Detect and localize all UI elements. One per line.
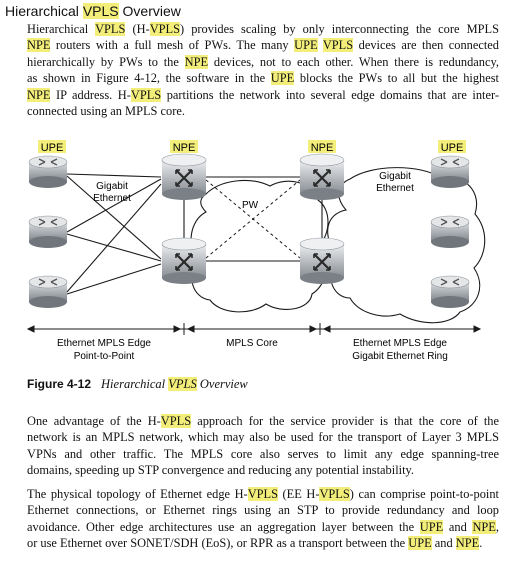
gigabit-label-right-2: Ethernet (376, 183, 414, 194)
domain-brackets (28, 323, 480, 335)
upe-label-left: UPE (40, 142, 64, 154)
npe-switch-left-top (162, 154, 206, 200)
npe-switch-right-top (300, 154, 344, 200)
upe-router-left-3 (29, 276, 67, 308)
section-title: Hierarchical VPLS Overview (5, 3, 181, 19)
upe-label-right: UPE (440, 142, 464, 154)
npe-label-right: NPE (310, 142, 334, 154)
upe-router-right-2 (431, 216, 469, 248)
domain-right-1: Ethernet MPLS Edge (353, 338, 447, 349)
advantage-paragraph: One advantage of the H-VPLS approach for the service provider is that the core of the network is an MPLS network, which may also be used for the transport of Layer 3 MPLS VPNs and other traffic. The MPLS core also serves to limit any edge spanning-tree domains, speeding up STP convergence and reducing any potential instability. (27, 414, 499, 478)
upe-router-left-1 (29, 156, 67, 188)
domain-core: MPLS Core (226, 338, 278, 349)
figure-caption: Figure 4-12 Hierarchical VPLS Overview (27, 377, 248, 391)
upe-router-left-2 (29, 216, 67, 248)
top-labels (38, 140, 466, 154)
npe-label-left: NPE (172, 142, 196, 154)
intro-paragraph: Hierarchical VPLS (H-VPLS) provides scaling by only interconnecting the core MPLS NPE routers with a full mesh of PWs. The many UPE VPLS devices are then connected hierarchically by PWs to the NPE devices, not to each other. When there is redundancy, as shown in Figure 4-12, the software in the UPE blocks the PWs to all but the highest NPE IP address. H-VPLS partitions the network into several edge domains that are inter- connected using an MPLS core. (27, 22, 499, 119)
gigabit-label-left-1: Gigabit (96, 181, 128, 192)
domain-right-2: Gigabit Ethernet Ring (352, 351, 448, 362)
upe-router-right-1 (431, 156, 469, 188)
npe-switch-left-bottom (162, 238, 206, 284)
topology-paragraph: The physical topology of Ethernet edge H-VPLS (EE H-VPLS) can comprise point-to-point Ethernet connections, or Ethernet rings using an STP to provide redundancy and loop avoidance. Other edge architectures use an aggregation layer between the UPE and NPE, or use Ethernet over SONET/SDH (EoS), or RPR as a transport between the UPE and NPE. (27, 487, 499, 551)
npe-switch-right-bottom (300, 238, 344, 284)
domain-left-1: Ethernet MPLS Edge (57, 338, 151, 349)
hvpls-diagram (20, 134, 490, 374)
gigabit-label-right-1: Gigabit (379, 171, 411, 182)
pw-label: PW (241, 200, 259, 211)
domain-left-2: Point-to-Point (73, 351, 135, 362)
upe-router-right-3 (431, 276, 469, 308)
gigabit-label-left-2: Ethernet (93, 193, 131, 204)
